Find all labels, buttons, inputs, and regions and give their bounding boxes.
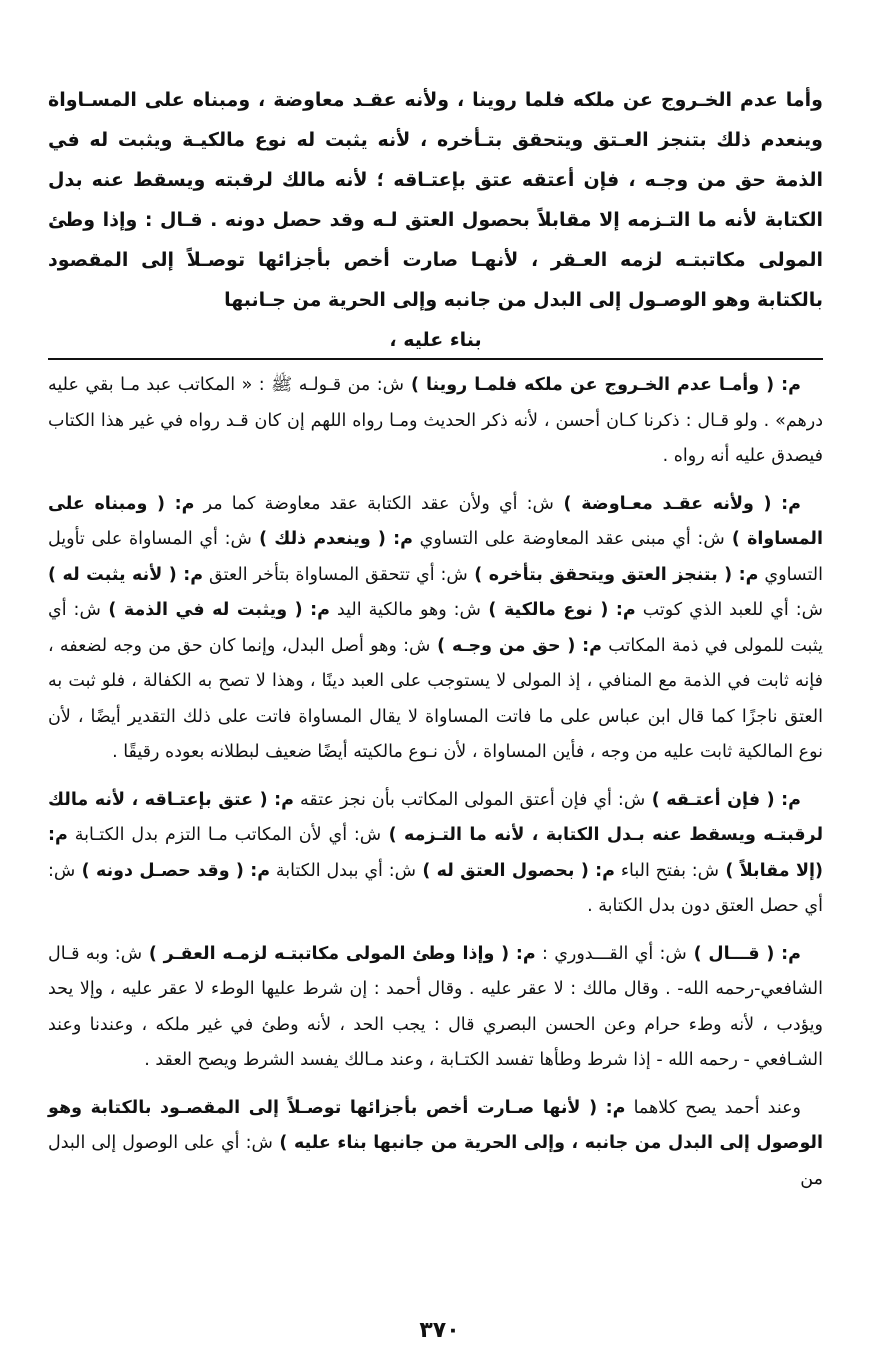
sharh-segment: ش: من قـولـه ﷺ : « المكاتب عبد مـا بقي عليه درهم» . ولو قـال : ذكرنا كـان أحسن ، لأنه ذكر الحديث ومـا رواه اللهم إن كان قـد رواه في غير هذا الكتاب فيصدق عليه أنه رواه . (48, 375, 823, 466)
page-number: ٣٧٠ (419, 1318, 460, 1343)
sharh-segment: ش: أي يثبت للمولى في ذمة المكاتب (48, 600, 823, 656)
sharh-segment: ش: وبه قـال الشافعي-رحمه الله- . وقال مالك : لا عقر عليه . وقال أحمد : إن شرط عليها الوطء لا عقر عليه ، وإلا يحد ويؤدب ، لأنه وطء حرام وعن الحسن البصري قال : يجب الحد ، لأنه وطئ في غير ملكه ، وعندنا وعند الشـافعي - رحمه الله - إذا شرط وطأها تفسد الكتـابة ، وعند مـالك يفسد الشرط ويصح العقد . (48, 943, 823, 1070)
sharh-segment: ش: أي حصل العتق دون بدل الكتابة . (48, 860, 823, 916)
commentary-paragraph-3 (48, 783, 823, 925)
matn-quote-segment: م: ( وينعدم ذلك ) (251, 529, 413, 549)
sharh-segment: ش: أي على الوصول إلى البدل من (48, 1133, 823, 1189)
matn-quote-segment: م: ( بحصول العتق له ) (415, 860, 615, 881)
sharh-segment: ش: وهو مالكية اليد (329, 600, 481, 620)
commentary-paragraph-2 (48, 487, 823, 771)
matn-quote-segment: م: ( نوع مالكية ) (480, 600, 636, 620)
sharh-segment: ش: أي القـــدوري : (535, 943, 687, 964)
main-text-block (48, 80, 823, 360)
sharh-segment: ش: أي فإن أعتق المولى المكاتب بأن نجز عتقه (294, 789, 646, 810)
matn-quote-segment: م: ( حق من وجـه ) (430, 635, 602, 656)
sharh-segment: ش: بفتح الباء (615, 860, 720, 881)
matn-quote-segment: م: ( بتنجز العتق ويتحقق بتأخره ) (467, 564, 759, 585)
matn-quote-segment: م: ( وقد حصـل دونه ) (75, 860, 271, 881)
sharh-segment: ش: وهو أصل البدل، وإنما كان حق من وجه لضعفه ، فإنه ثابت في الذمة مع المنافي ، إذ المولى لا يستوجب على العبد دينًا ، وهذا لا تصح به الكفالة ، فلو ثبت به العتق ناجزًا كما قال ابن عباس على ما فاتت المساواة لا يقال المساواة فاتت على ذلك التقدير أيضًا ، لأن نوع المالكية ثابت عليه من وجه ، فأين المساواة ، لأن نـوع مالكيته أيضًا ضعيف لبطلانه بعوده رقيقًا . (48, 635, 823, 762)
matn-quote-segment: م: (إلا مقابلاً ) (48, 825, 823, 881)
section-divider (48, 358, 823, 360)
matn-quote-segment: م: ( قـــال ) (686, 943, 801, 964)
commentary-block (48, 368, 823, 1209)
matn-quote-segment: م: ( لأنها صـارت أخص بأجزائها توصـلاً إلى المقصـود بالكتابة وهو الوصول إلى البدل من جانبه ، وإلى الحرية من جانبها بناء عليه ) (48, 1097, 823, 1153)
matn-quote-segment: م: ( عتق بإعتـاقه ، لأنه مالك لرقبتـه ويسقط عنه بـدل الكتابة ، لأنه ما التـزمه ) (48, 789, 824, 845)
sharh-segment: ش: أي ببدل الكتابة (270, 860, 416, 881)
sharh-segment: وعند أحمد يصح كلاهما (625, 1097, 802, 1118)
sharh-segment: ش: أي مبنى عقد المعاوضة على التساوي (412, 529, 725, 549)
main-text-closing-line: بناء عليه ، (389, 329, 482, 351)
matn-quote-segment: م: ( ولأنه عقـد معـاوضة ) (553, 493, 801, 514)
commentary-paragraph-5 (48, 1091, 823, 1198)
matn-quote-segment: م: ( فإن أعتـقه ) (645, 789, 802, 810)
sharh-segment: ش: أي ولأن عقد الكتابة عقد معاوضة كما مر (194, 493, 554, 514)
sharh-segment: ش: أي المساواة على تأويل التساوي (48, 529, 823, 585)
sharh-segment: ش: أي للعبد الذي كوتب (635, 600, 823, 620)
sharh-segment: ش: أي لأن المكاتب مـا التزم بدل الكتـابة (67, 825, 382, 845)
matn-quote-segment: م: ( ومبناه على المساواة ) (48, 493, 823, 549)
commentary-paragraph-4 (48, 937, 823, 1079)
sharh-segment: ش: أي تتحقق المساواة بتأخر العتق (203, 564, 468, 585)
matn-quote-segment: م: ( وإذا وطئ المولى مكاتبتـه لزمـه العقـر ) (142, 943, 536, 964)
main-text-body: وأما عدم الخـروج عن ملكه فلما روينا ، ولأنه عقـد معاوضة ، ومبناه على المسـاواة وينعدم ذلك بتنجز العـتق ويتحقق بتـأخره ، لأنه يثبت له نوع مالكيـة ويثبت له في الذمة حق من وجـه ، فإن أعتقه عتق بإعتـاقه ؛ لأنه مالك لرقبته ويسقط عنه بدل الكتابة لأنه ما التـزمه إلا مقابلاً بحصول العتق لـه وقد حصل دونه . قـال : وإذا وطئ المولى مكاتبتـه لزمه العـقر ، لأنهـا صارت أخص بأجزائها توصـلاً إلى المقصود بالكتابة وهو الوصـول إلى البدل من جانبه وإلى الحرية من جـانبها (48, 89, 823, 311)
matn-quote-segment: م: ( ويثبت له في الذمة ) (100, 600, 330, 620)
matn-quote-segment: م: ( وأمـا عدم الخـروج عن ملكه فلمـا روينا ) (403, 375, 801, 395)
matn-quote-segment: م: ( لأنه يثبت له ) (48, 564, 204, 585)
commentary-paragraph-1 (48, 368, 823, 475)
